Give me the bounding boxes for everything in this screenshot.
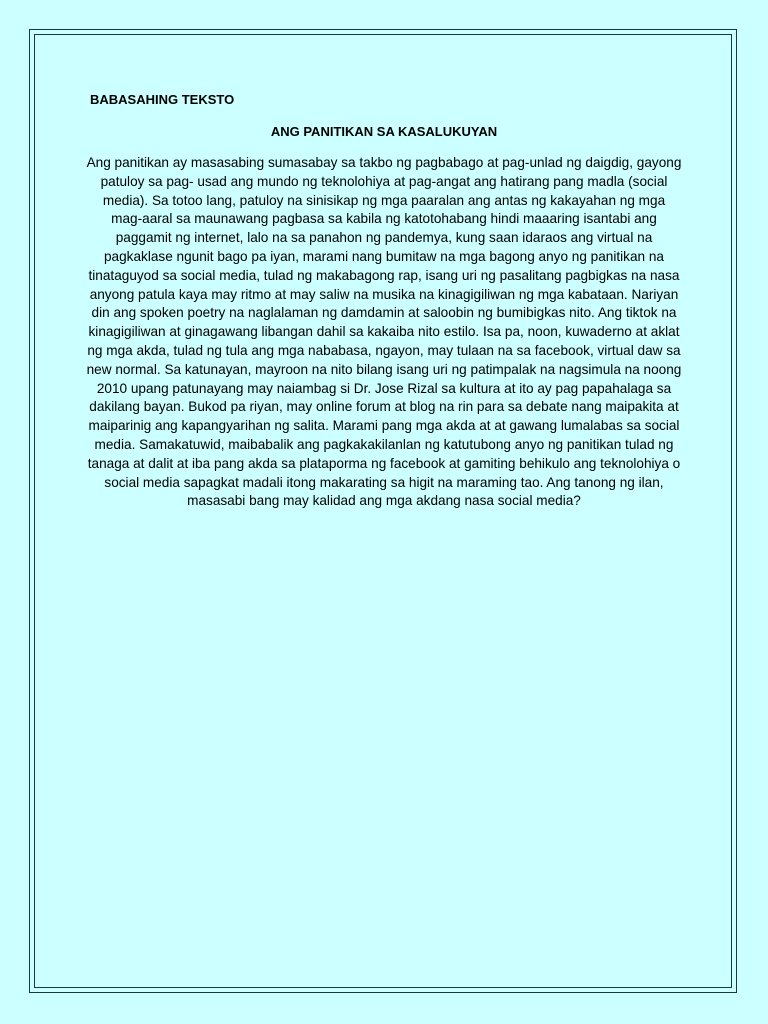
document-title: ANG PANITIKAN SA KASALUKUYAN: [270, 124, 498, 139]
document-label: BABASAHING TEKSTO: [90, 92, 235, 107]
document-body: Ang panitikan ay masasabing sumasabay sa takbo ng pagbabago at pag-unlad ng daigdig, gayong patuloy sa pag- usad ang mundo ng teknolohiya at pag-angat ang hatirang pang madla (social media). Sa totoo lang, patuloy na sinisikap ng mga paaralan ang antas ng kakayahan ng mga mag-aaral sa maunawang pagbasa sa kabila ng katotohabang hindi maaaring isantabi ang paggamit ng internet, lalo na sa panahon ng pandemya, kung saan idaraos ang virtual na pagkaklase ngunit bago pa iyan, marami nang bumitaw na mga bagong anyo ng panitikan na tinataguyod sa social media, tulad ng makabagong rap, isang uri ng pasalitang pagbigkas na nasa anyong patula kaya may ritmo at may saliw na musika na kinagigiliwan ng mga kabataan. Nariyan din ang spoken poetry na naglalaman ng damdamin at saloobin ng bumibigkas nito. Ang tiktok na kinagigiliwan at ginagawang libangan dahil sa kakaiba nito estilo. Isa pa, noon, kuwaderno at aklat ng mga akda, tulad ng tula ang mga nababasa, ngayon, may tulaan na sa facebook, virtual daw sa new normal. Sa katunayan, mayroon na nito bilang isang uri ng patimpalak na nagsimula na noong 2010 upang patunayang may naiambag si Dr. Jose Rizal sa kultura at ito ay pag papahalaga sa dakilang bayan. Bukod pa riyan, may online forum at blog na rin para sa debate nang maipakita at maiparinig ang kapangyarihan ng salita. Marami pang mga akda at at gawang lumalabas sa social media. Samakatuwid, maibabalik ang pagkakakilanlan ng katutubong anyo ng panitikan tulad ng tanaga at dalit at iba pang akda sa plataporma ng facebook at gamiting behikulo ang teknolohiya o social media sapagkat madali itong makarating sa higit na maraming tao. Ang tanong ng ilan, masasabi bang may kalidad ang mga akdang nasa social media?: [86, 155, 682, 509]
